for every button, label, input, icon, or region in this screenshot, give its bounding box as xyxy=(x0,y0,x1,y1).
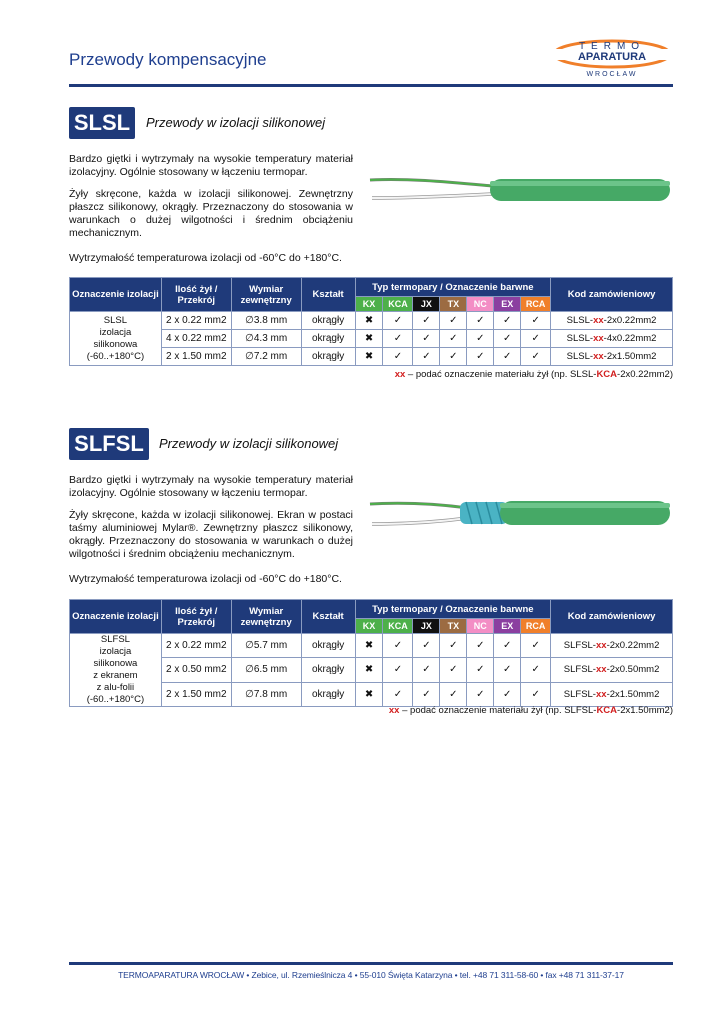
note-text: – podać oznaczenie materiału żył (np. SLFSL- xyxy=(399,705,597,716)
header-rule xyxy=(69,84,673,87)
mark-cell: ✓ xyxy=(440,682,467,706)
section-subtitle-slsl: Przewody w izolacji silikonowej xyxy=(146,115,326,130)
type-nc: NC xyxy=(467,297,494,312)
description-paragraph: Żyły skręcone, każda w izolacji silikonowej. Ekran w postaci taśmy aluminiowej Mylar®. Zewnętrzny płaszcz silikonowy, okrągły. Przeznaczony do stosowania w warunkach o dużej wilgotności i średnim obciążeniu mechanicznym. xyxy=(69,509,353,560)
note-text-end: -2x1.50mm2) xyxy=(617,705,673,716)
code-suffix: -2x0.22mm2 xyxy=(606,640,660,652)
mark-cell: ✓ xyxy=(521,658,551,682)
termoaparatura-logo xyxy=(548,36,676,80)
code-material: xx xyxy=(593,351,604,362)
designation-line: (-60..+180°C) xyxy=(86,350,145,362)
mark-cell: ✓ xyxy=(467,682,494,706)
mark-cell: ✓ xyxy=(413,634,440,658)
dimension-cell: ∅5.7 mm xyxy=(231,634,301,658)
spec-table-slfsl xyxy=(69,599,673,707)
header-types: Typ termopary / Oznaczenie barwne xyxy=(355,600,551,619)
shape-cell: okrągły xyxy=(301,312,355,330)
shape-cell: okrągły xyxy=(301,348,355,366)
cable-image-slfsl xyxy=(368,492,674,538)
type-rca: RCA xyxy=(521,619,551,634)
shape-cell: okrągły xyxy=(301,682,355,706)
dimension-cell: ∅6.5 mm xyxy=(231,658,301,682)
type-jx: JX xyxy=(413,297,440,312)
mark-cell: ✓ xyxy=(467,330,494,348)
mark-cell: ✓ xyxy=(440,634,467,658)
designation-line: silikonowa xyxy=(93,338,138,350)
mark-cell: ✓ xyxy=(383,658,413,682)
mark-cell: ✓ xyxy=(494,682,521,706)
mark-cell: ✖ xyxy=(355,348,383,366)
mark-cell: ✓ xyxy=(383,682,413,706)
code-material: xx xyxy=(595,640,607,652)
header-shape: Kształt xyxy=(301,600,355,634)
material-note xyxy=(69,705,673,716)
designation-line: silikonowa xyxy=(93,658,138,669)
material-note xyxy=(69,369,673,380)
code-prefix: SLFSL- xyxy=(563,688,596,700)
mark-cell: ✓ xyxy=(467,312,494,330)
order-code-cell xyxy=(551,682,673,706)
code-suffix: -2x0.22mm2 xyxy=(603,315,657,326)
note-kca: KCA xyxy=(596,369,618,380)
type-kx: KX xyxy=(355,297,383,312)
mark-cell: ✓ xyxy=(440,658,467,682)
temperature-range: Wytrzymałość temperaturowa izolacji od -60°C do +180°C. xyxy=(69,252,342,264)
mark-cell: ✓ xyxy=(521,682,551,706)
cores-cell: 2 x 0.22 mm2 xyxy=(161,634,231,658)
mark-cell: ✖ xyxy=(355,658,383,682)
shape-cell: okrągły xyxy=(301,330,355,348)
mark-cell: ✓ xyxy=(413,682,440,706)
dimension-cell: ∅4.3 mm xyxy=(231,330,301,348)
footer-rule xyxy=(69,962,673,965)
type-ex: EX xyxy=(494,619,521,634)
cores-cell: 2 x 1.50 mm2 xyxy=(161,682,231,706)
mark-cell: ✓ xyxy=(521,312,551,330)
mark-cell: ✖ xyxy=(355,312,383,330)
order-code-cell xyxy=(551,658,673,682)
type-kca: KCA xyxy=(383,297,413,312)
designation-line: z alu-folii xyxy=(96,682,135,693)
cores-cell: 2 x 0.50 mm2 xyxy=(161,658,231,682)
section-badge-slsl: SLSL xyxy=(69,107,135,139)
type-tx: TX xyxy=(440,619,467,634)
cores-cell: 2 x 0.22 mm2 xyxy=(161,312,231,330)
order-code-cell xyxy=(551,330,673,348)
code-material: xx xyxy=(595,664,607,676)
type-rca: RCA xyxy=(521,297,551,312)
mark-cell: ✓ xyxy=(521,330,551,348)
mark-cell: ✓ xyxy=(521,348,551,366)
header-dimension: Wymiar zewnętrzny xyxy=(231,278,301,312)
type-tx: TX xyxy=(440,297,467,312)
code-prefix: SLSL- xyxy=(566,351,594,362)
intro-paragraph: Bardzo giętki i wytrzymały na wysokie temperatury materiał izolacyjny. Ogólnie stosowany w łączeniu termopar. xyxy=(69,153,353,178)
mark-cell: ✓ xyxy=(467,658,494,682)
header-designation: Oznaczenie izolacji xyxy=(70,278,162,312)
designation-line: z ekranem xyxy=(93,670,138,681)
order-code-cell xyxy=(551,312,673,330)
note-text-end: -2x0.22mm2) xyxy=(617,369,673,380)
mark-cell: ✓ xyxy=(467,634,494,658)
code-material: xx xyxy=(595,688,607,700)
designation-line: izolacja xyxy=(99,326,132,338)
footer-contact: TERMOAPARATURA WROCŁAW • Zebice, ul. Rzemieślnicza 4 • 55-010 Święta Katarzyna • tel. +48 71 311-58-60 • fax +48 71 311-37-17 xyxy=(118,970,624,980)
note-xx: xx xyxy=(394,369,406,380)
section-badge-slfsl: SLFSL xyxy=(69,428,149,460)
code-suffix: -2x0.50mm2 xyxy=(606,664,660,676)
note-xx: xx xyxy=(388,705,400,716)
shape-cell: okrągły xyxy=(301,658,355,682)
code-material: xx xyxy=(593,315,604,326)
designation-line: (-60..+180°C) xyxy=(86,694,145,705)
order-code-cell xyxy=(551,634,673,658)
code-prefix: SLFSL- xyxy=(563,664,596,676)
page-title: Przewody kompensacyjne xyxy=(69,50,267,69)
mark-cell: ✖ xyxy=(355,634,383,658)
mark-cell: ✓ xyxy=(440,312,467,330)
mark-cell: ✓ xyxy=(494,312,521,330)
mark-cell: ✓ xyxy=(494,634,521,658)
designation-line: SLFSL xyxy=(100,634,130,645)
mark-cell: ✓ xyxy=(494,330,521,348)
type-jx: JX xyxy=(413,619,440,634)
code-suffix: -2x1.50mm2 xyxy=(603,351,657,362)
type-kx: KX xyxy=(355,619,383,634)
spec-table-slsl xyxy=(69,277,673,366)
note-text: – podać oznaczenie materiału żył (np. SLSL- xyxy=(405,369,597,380)
table-row xyxy=(70,634,673,658)
type-ex: EX xyxy=(494,297,521,312)
mark-cell: ✖ xyxy=(355,330,383,348)
section-subtitle-slfsl: Przewody w izolacji silikonowej xyxy=(159,436,339,451)
code-prefix: SLSL- xyxy=(566,315,594,326)
designation-line: izolacja xyxy=(99,646,132,657)
mark-cell: ✓ xyxy=(383,634,413,658)
mark-cell: ✓ xyxy=(413,330,440,348)
mark-cell: ✓ xyxy=(440,348,467,366)
note-kca: KCA xyxy=(596,705,618,716)
order-code-cell xyxy=(551,348,673,366)
type-nc: NC xyxy=(467,619,494,634)
header-cores: Ilość żył / Przekrój xyxy=(161,600,231,634)
header-shape: Kształt xyxy=(301,278,355,312)
code-material: xx xyxy=(593,333,604,344)
table-row xyxy=(70,312,673,330)
code-suffix: -2x1.50mm2 xyxy=(606,688,660,700)
intro-paragraph: Bardzo giętki i wytrzymały na wysokie temperatury materiał izolacyjny. Ogólnie stosowany w łączeniu termopar. xyxy=(69,474,353,499)
temperature-range: Wytrzymałość temperaturowa izolacji od -60°C do +180°C. xyxy=(69,573,342,585)
header-cores: Ilość żył / Przekrój xyxy=(161,278,231,312)
code-prefix: SLSL- xyxy=(566,333,594,344)
mark-cell: ✓ xyxy=(494,348,521,366)
mark-cell: ✓ xyxy=(413,658,440,682)
description-paragraph: Żyły skręcone, każda w izolacji silikonowej. Zewnętrzny płaszcz silikonowy, okrągły. Przeznaczony do stosowania w warunkach o dużej wilgotności i średnim obciążeniu mechanicznym. xyxy=(69,188,353,239)
mark-cell: ✓ xyxy=(413,312,440,330)
mark-cell: ✓ xyxy=(494,658,521,682)
logo-line3: WROCŁAW xyxy=(586,71,638,78)
header-order-code: Kod zamówieniowy xyxy=(551,600,673,634)
code-prefix: SLFSL- xyxy=(563,640,596,652)
dimension-cell: ∅3.8 mm xyxy=(231,312,301,330)
cable-image-slsl xyxy=(368,168,674,218)
mark-cell: ✖ xyxy=(355,682,383,706)
designation-line: SLSL xyxy=(103,314,128,326)
mark-cell: ✓ xyxy=(467,348,494,366)
type-kca: KCA xyxy=(383,619,413,634)
shape-cell: okrągły xyxy=(301,634,355,658)
cores-cell: 4 x 0.22 mm2 xyxy=(161,330,231,348)
mark-cell: ✓ xyxy=(521,634,551,658)
header-order-code: Kod zamówieniowy xyxy=(551,278,673,312)
logo-line2: APARATURA xyxy=(577,51,647,63)
cores-cell: 2 x 1.50 mm2 xyxy=(161,348,231,366)
designation-cell xyxy=(70,634,162,707)
header-types: Typ termopary / Oznaczenie barwne xyxy=(355,278,551,297)
dimension-cell: ∅7.8 mm xyxy=(231,682,301,706)
header-designation: Oznaczenie izolacji xyxy=(70,600,162,634)
logo-line1: TERMO xyxy=(578,41,646,52)
mark-cell: ✓ xyxy=(383,348,413,366)
header-dimension: Wymiar zewnętrzny xyxy=(231,600,301,634)
mark-cell: ✓ xyxy=(383,312,413,330)
mark-cell: ✓ xyxy=(383,330,413,348)
mark-cell: ✓ xyxy=(440,330,467,348)
code-suffix: -4x0.22mm2 xyxy=(603,333,657,344)
designation-cell xyxy=(70,312,162,366)
mark-cell: ✓ xyxy=(413,348,440,366)
dimension-cell: ∅7.2 mm xyxy=(231,348,301,366)
